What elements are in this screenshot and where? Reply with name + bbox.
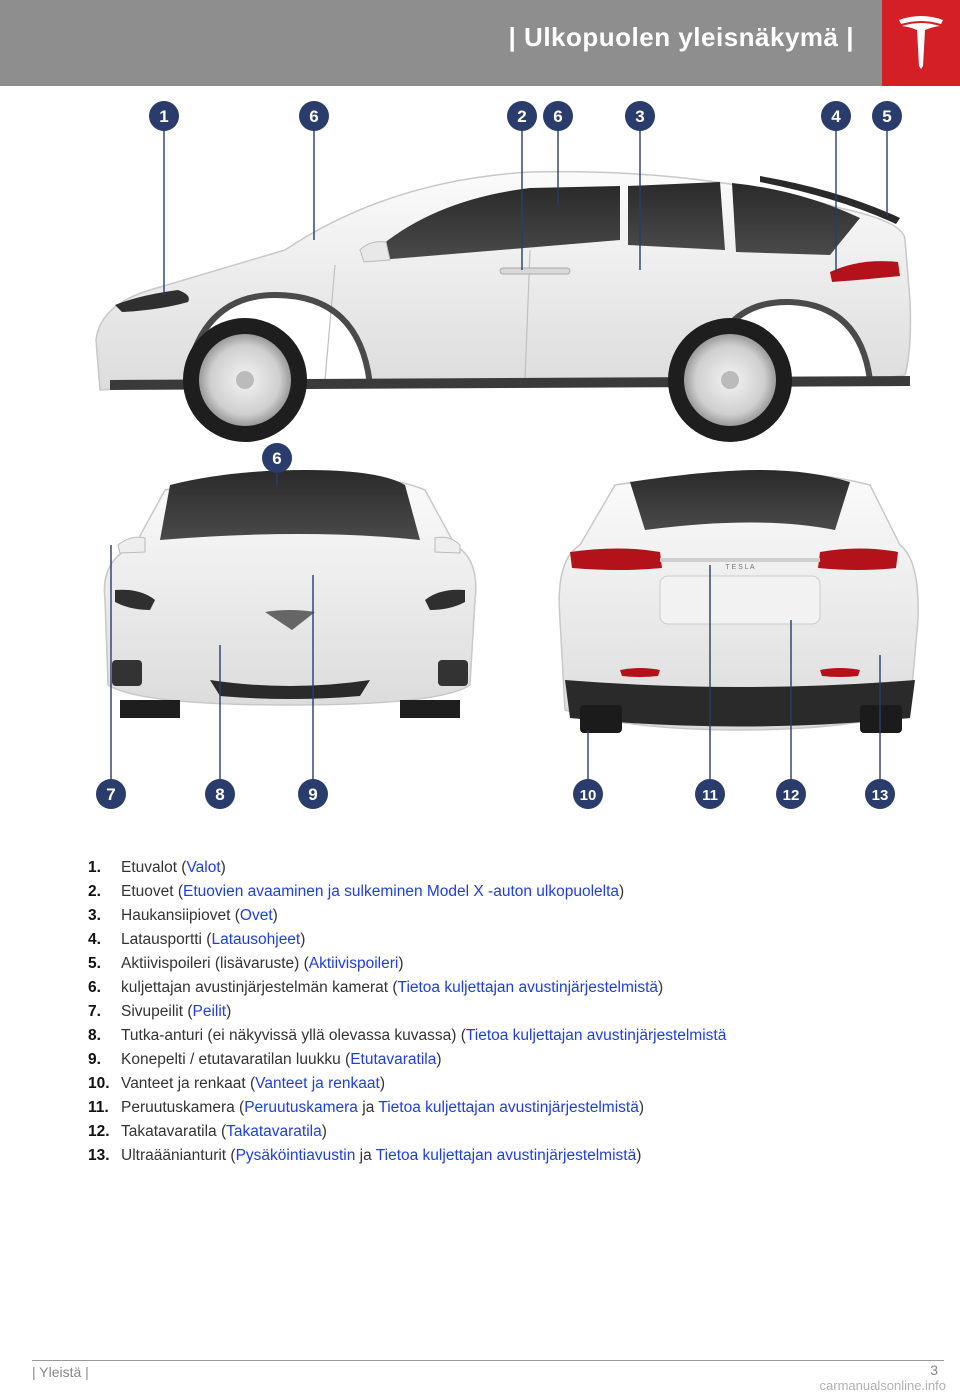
link-front-trunk[interactable]: Etutavaratila	[350, 1051, 437, 1068]
list-item: 11. Peruutuskamera (Peruutuskamera ja Tietoa kuljettajan avustinjärjestelmistä)	[88, 1099, 644, 1116]
page-header	[0, 0, 960, 86]
svg-text:13: 13	[871, 787, 889, 804]
svg-text:10: 10	[579, 787, 597, 804]
list-item: 13. Ultraäänianturit (Pysäköintiavustin ja Tietoa kuljettajan avustinjärjestelmistä)	[88, 1147, 642, 1164]
brand-logo-box	[882, 0, 960, 86]
callout-side-4	[821, 101, 851, 131]
list-item: 1. Etuvalot (Valot)	[88, 859, 226, 876]
feature-list	[88, 856, 918, 1168]
list-item: 12. Takatavaratila (Takatavaratila)	[88, 1123, 327, 1140]
list-item: 7. Sivupeilit (Peilit)	[88, 1003, 232, 1020]
watermark: carmanualsonline.info	[819, 1378, 946, 1393]
callout-side-1	[149, 101, 179, 131]
tesla-logo-icon	[896, 14, 946, 70]
link-park-assist[interactable]: Pysäköintiavustin	[235, 1147, 356, 1164]
link-doors[interactable]: Ovet	[239, 907, 273, 924]
callout-front-8	[205, 779, 235, 809]
link-rear-camera[interactable]: Peruutuskamera	[244, 1099, 358, 1116]
callout-rear-11	[695, 779, 725, 809]
svg-text:6: 6	[272, 449, 282, 468]
page-number: 3	[930, 1362, 938, 1378]
svg-text:7: 7	[106, 785, 116, 804]
link-wheels-tires[interactable]: Vanteet ja renkaat	[255, 1075, 380, 1092]
link-valot[interactable]: Valot	[186, 859, 221, 876]
link-rear-trunk[interactable]: Takatavaratila	[226, 1123, 322, 1140]
list-item: 10. Vanteet ja renkaat (Vanteet ja renkaat)	[88, 1075, 385, 1092]
vehicle-overview-figure	[60, 90, 920, 820]
svg-text:11: 11	[702, 787, 718, 804]
callout-side-3	[625, 101, 655, 131]
list-item: 8. Tutka-anturi (ei näkyvissä yllä olevassa kuvassa) (Tietoa kuljettajan avustinjärjestelmistä	[88, 1027, 727, 1044]
callout-rear-13	[865, 779, 895, 809]
svg-text:2: 2	[517, 107, 527, 126]
list-item: 2. Etuovet (Etuovien avaaminen ja sulkeminen Model X -auton ulkopuolelta)	[88, 883, 625, 900]
callout-rear-10	[573, 779, 603, 809]
side-view-car	[96, 172, 910, 442]
callout-rear-12	[776, 779, 806, 809]
link-driver-assist[interactable]: Tietoa kuljettajan avustinjärjestelmistä	[397, 979, 659, 996]
list-item: 3. Haukansiipiovet (Ovet)	[88, 907, 278, 924]
callout-front-7	[96, 779, 126, 809]
callout-side-6b	[543, 101, 573, 131]
callout-side-5	[872, 101, 902, 131]
front-view-car	[104, 470, 475, 718]
svg-text:4: 4	[831, 107, 841, 126]
footer-section: | Yleistä |	[32, 1364, 89, 1380]
callout-side-6a	[299, 101, 329, 131]
list-item: 4. Latausportti (Latausohjeet)	[88, 931, 306, 948]
svg-text:6: 6	[309, 107, 319, 126]
svg-text:1: 1	[159, 107, 169, 126]
footer-divider	[32, 1360, 944, 1361]
link-front-doors[interactable]: Etuovien avaaminen ja sulkeminen Model X -auton ulkopuolelta	[183, 883, 620, 900]
svg-text:3: 3	[635, 107, 645, 126]
svg-text:12: 12	[782, 787, 800, 804]
link-mirrors[interactable]: Peilit	[192, 1003, 227, 1020]
callout-front-6	[262, 443, 292, 473]
list-item: 9. Konepelti / etutavaratilan luukku (Etutavaratila)	[88, 1051, 442, 1068]
link-driver-assist[interactable]: Tietoa kuljettajan avustinjärjestelmistä	[378, 1099, 639, 1116]
callout-front-9	[298, 779, 328, 809]
link-driver-assist[interactable]: Tietoa kuljettajan avustinjärjestelmistä	[375, 1147, 637, 1164]
svg-text:5: 5	[882, 107, 892, 126]
callout-side-2	[507, 101, 537, 131]
link-charging[interactable]: Latausohjeet	[211, 931, 301, 948]
svg-text:6: 6	[553, 107, 563, 126]
rear-badge: T E S L A	[725, 564, 755, 571]
list-item: 6. kuljettajan avustinjärjestelmän kamerat (Tietoa kuljettajan avustinjärjestelmistä)	[88, 979, 664, 996]
page-title: | Ulkopuolen yleisnäkymä |	[508, 22, 854, 52]
list-item: 5. Aktiivispoileri (lisävaruste) (Aktiivispoileri)	[88, 955, 404, 972]
svg-text:8: 8	[215, 785, 225, 804]
link-driver-assist[interactable]: Tietoa kuljettajan avustinjärjestelmistä	[465, 1027, 727, 1044]
svg-text:9: 9	[308, 785, 318, 804]
link-spoiler[interactable]: Aktiivispoileri	[308, 955, 399, 972]
rear-view-car	[559, 470, 918, 733]
